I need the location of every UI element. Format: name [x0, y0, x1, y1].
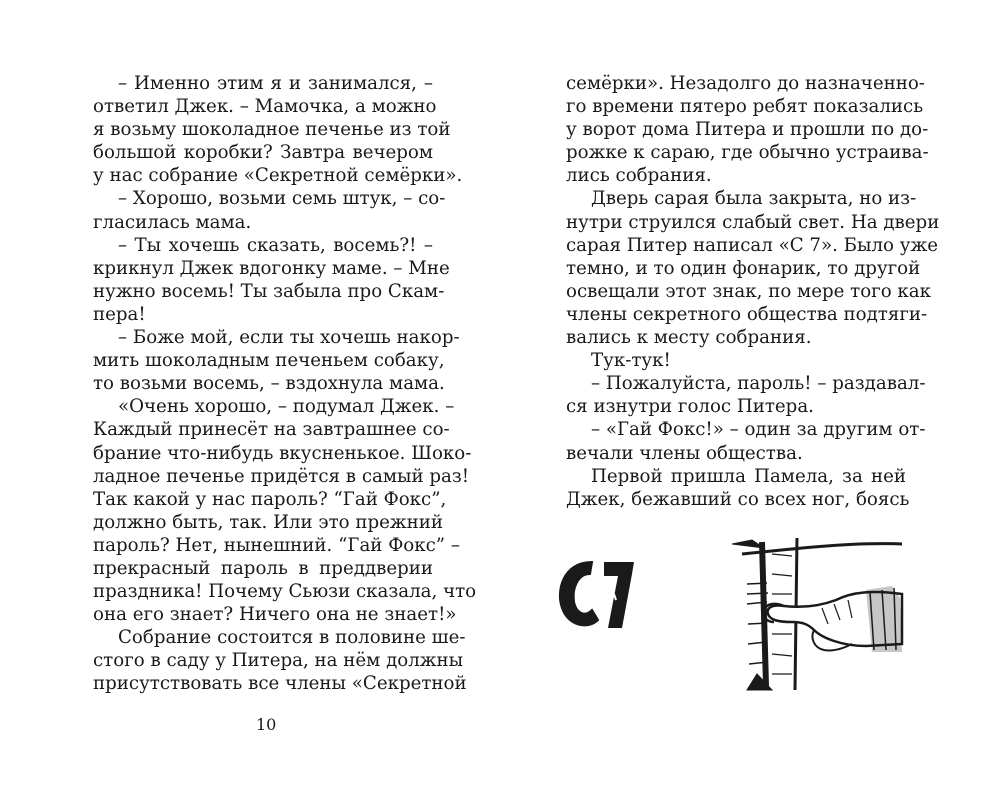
text-line: вечали члены общества.: [566, 442, 803, 464]
text-line: стого в саду у Питера, на нём должны: [93, 650, 464, 672]
text-line: то возьми восемь, – вздохнула мама.: [93, 373, 445, 395]
door-sign-illustration: [552, 534, 912, 694]
text-line: семёрки». Незадолго до назначенно-: [566, 73, 925, 94]
text-line: – Боже мой, если ты хочешь накор-: [118, 327, 460, 349]
page-number: 10: [256, 715, 277, 734]
text-line: – «Гай Фокс!» – один за другим от-: [591, 419, 926, 441]
text-line: праздника! Почему Сьюзи сказала, что: [93, 581, 477, 603]
text-line: – Именно этим я и занимался, –: [118, 73, 433, 94]
text-line: я возьму шоколадное печенье из той: [93, 119, 451, 141]
text-line: нутри струился слабый свет. На двери: [566, 211, 940, 233]
text-line: пароль? Нет, нынешний. “Гай Фокс” –: [93, 534, 460, 556]
text-line: она его знает? Ничего она не знает!»: [93, 604, 457, 626]
text-line: вались к месту собрания.: [566, 327, 812, 349]
text-line: освещали этот знак, по мере того как: [566, 280, 932, 302]
text-line: сарая Питер написал «С 7». Было уже: [566, 234, 938, 256]
right-page-text: [566, 72, 940, 511]
text-line: – Ты хочешь сказать, восемь?! –: [118, 234, 433, 256]
text-line: брание что-нибудь вкусненькое. Шоко-: [93, 442, 472, 464]
text-line: рожке к сараю, где обычно устраива-: [566, 142, 929, 164]
sign-letter-c: [560, 562, 598, 625]
text-line: «Очень хорошо, – подумал Джек. –: [118, 396, 455, 418]
pointing-hand: [763, 586, 902, 652]
text-line: Дверь сарая была закрыта, но из-: [591, 188, 917, 210]
text-line: – Пожалуйста, пароль! – раздавал-: [591, 373, 926, 395]
text-line: Так какой у нас пароль? “Гай Фокс”,: [93, 488, 447, 510]
text-line: нужно восемь! Ты забыла про Скам-: [93, 280, 445, 302]
text-line: – Хорошо, возьми семь штук, – со-: [118, 188, 446, 210]
text-line: должно быть, так. Или это прежний: [93, 511, 443, 533]
text-line: у нас собрание «Секретной семёрки».: [93, 165, 463, 187]
text-line: пера!: [93, 303, 146, 325]
text-line: лись собрания.: [566, 165, 712, 187]
text-line: крикнул Джек вдогонку маме. – Мне: [93, 257, 450, 279]
text-line: темно, и то один фонарик, то другой: [566, 257, 921, 279]
text-line: присутствовать все члены «Секретной: [93, 673, 467, 695]
text-line: Каждый принесёт на завтрашнее со-: [93, 419, 450, 441]
text-line: Джек, бежавший со всех ног, боясь: [566, 488, 910, 510]
text-line: Первой пришла Памела, за ней: [591, 465, 906, 487]
text-line: прекрасный пароль в преддверии: [93, 557, 433, 579]
text-line: большой коробки? Завтра вечером: [93, 142, 433, 164]
text-line: го времени пятеро ребят показались: [566, 96, 924, 118]
text-line: члены секретного общества подтяги-: [566, 303, 928, 325]
left-page-text: [93, 72, 477, 696]
text-line: ответил Джек. – Мамочка, а можно: [93, 96, 437, 118]
text-line: Собрание состоится в половине ше-: [118, 627, 466, 649]
text-line: Тук-тук!: [591, 350, 671, 372]
door-sign-c7: [560, 562, 634, 628]
text-line: ладное печенье придётся в самый раз!: [93, 465, 470, 487]
text-line: у ворот дома Питера и прошли по до-: [566, 119, 929, 141]
text-line: ся изнутри голос Питера.: [566, 396, 814, 418]
text-line: мить шоколадным печеньем собаку,: [93, 350, 445, 372]
text-line: гласилась мама.: [93, 211, 252, 233]
sign-digit-7: [604, 562, 634, 628]
